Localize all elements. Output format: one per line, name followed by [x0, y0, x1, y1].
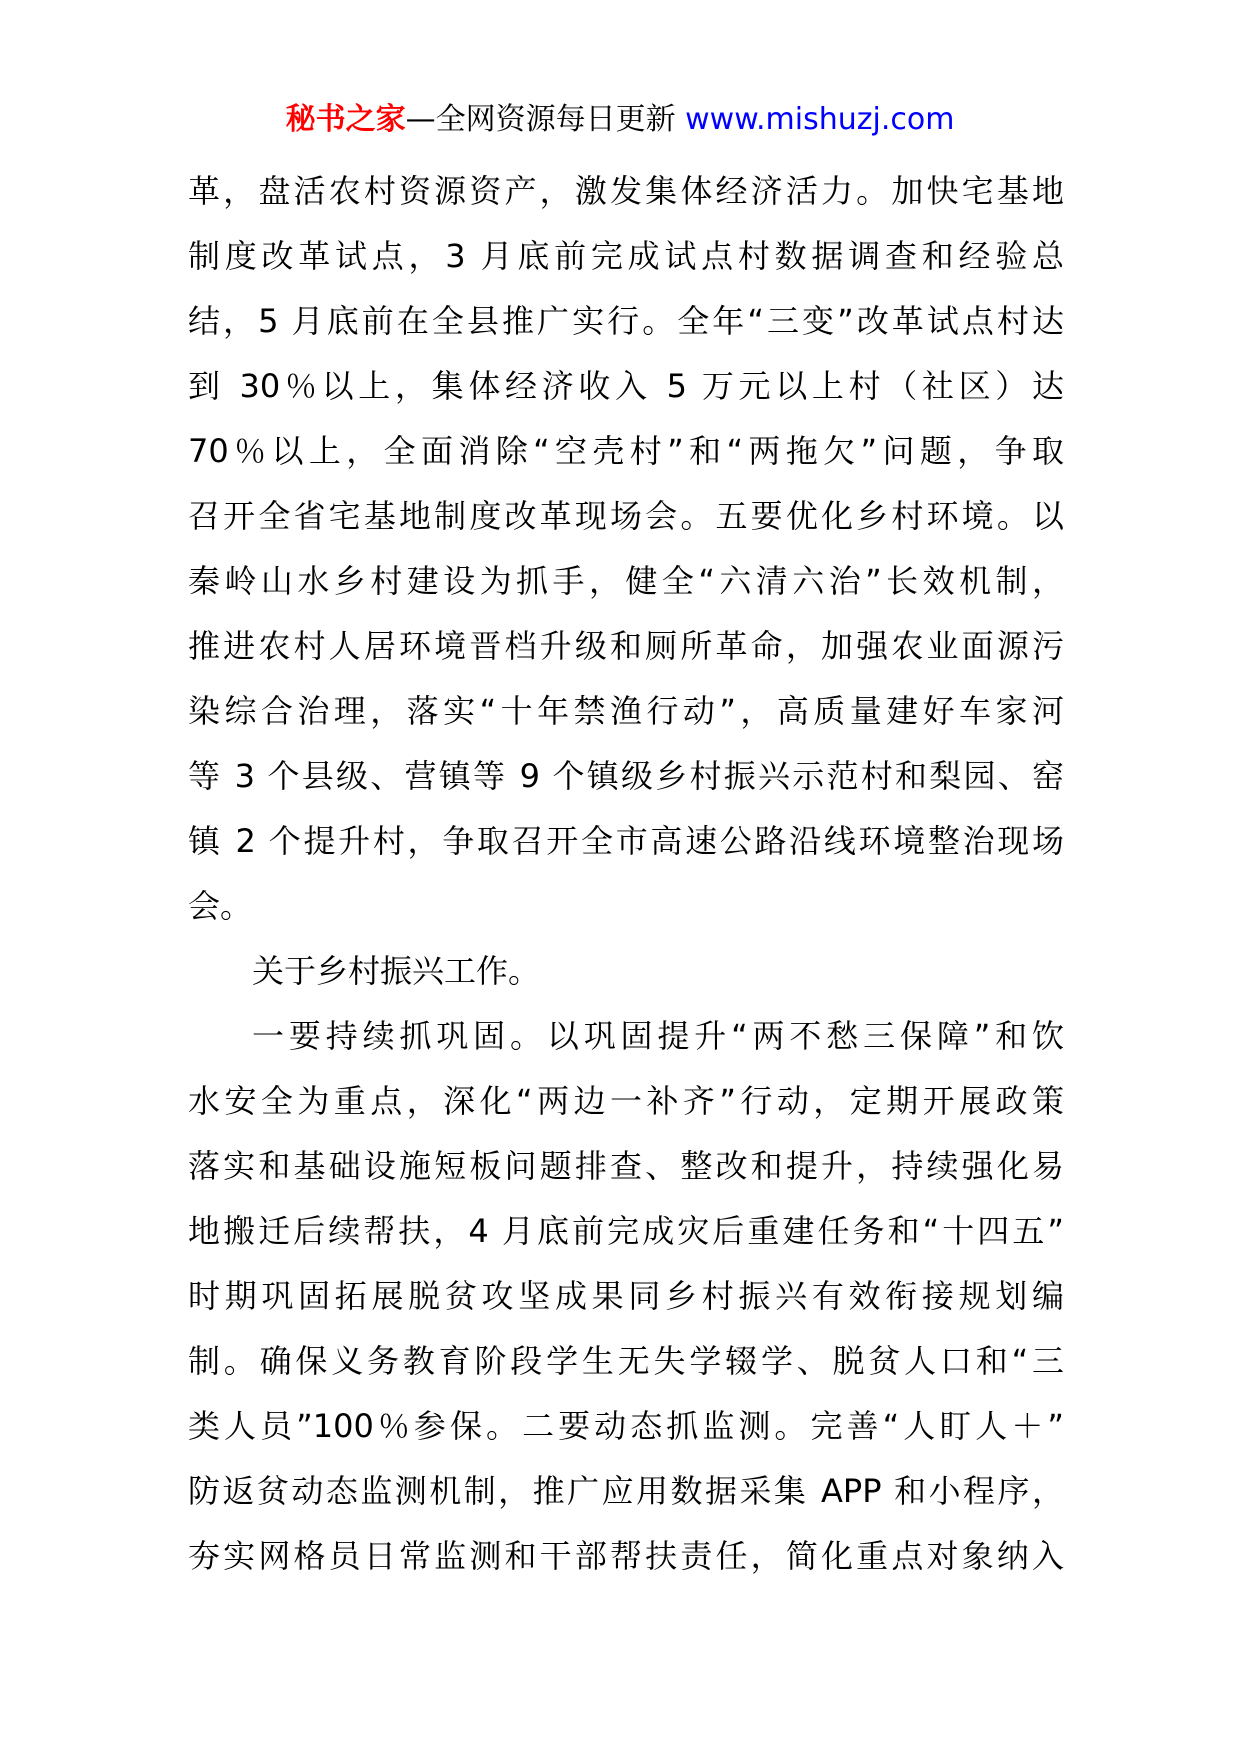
- text-line: 类人员”100％参保。二要动态抓监测。完善“人盯人＋”: [188, 1407, 1064, 1445]
- text-line: 结，5 月底前在全县推广实行。全年“三变”改革试点村达: [188, 302, 1064, 340]
- text-line: 镇 2 个提升村，争取召开全市高速公路沿线环境整治现场: [188, 822, 1064, 860]
- text-line: 革，盘活农村资源资产，激发集体经济活力。加快宅基地: [188, 172, 1064, 210]
- text-line: 落实和基础设施短板问题排查、整改和提升，持续强化易: [188, 1147, 1064, 1185]
- page-header: [0, 100, 1240, 140]
- text-line: 到 30％以上，集体经济收入 5 万元以上村（社区）达: [188, 367, 1064, 405]
- text-line: 70％以上，全面消除“空壳村”和“两拖欠”问题，争取: [188, 432, 1064, 470]
- text-line: 一要持续抓巩固。以巩固提升“两不愁三保障”和饮: [252, 1017, 1064, 1055]
- site-tagline: —全网资源每日更新: [405, 102, 676, 137]
- text-line: 秦岭山水乡村建设为抓手，健全“六清六治”长效机制，: [188, 562, 1064, 600]
- document-body: [188, 159, 1064, 1589]
- site-url-link[interactable]: www.mishuzj.com: [685, 102, 955, 137]
- text-line: 时期巩固拓展脱贫攻坚成果同乡村振兴有效衔接规划编: [188, 1277, 1064, 1315]
- text-line: 制。确保义务教育阶段学生无失学辍学、脱贫人口和“三: [188, 1342, 1064, 1380]
- site-brand: 秘书之家: [285, 102, 406, 137]
- text-line: 会。: [188, 887, 253, 925]
- section-heading: 关于乡村振兴工作。: [252, 952, 541, 990]
- text-line: 等 3 个县级、营镇等 9 个镇级乡村振兴示范村和梨园、窑: [188, 757, 1064, 795]
- text-line: 防返贫动态监测机制，推广应用数据采集 APP 和小程序，: [188, 1472, 1064, 1510]
- text-line: 地搬迁后续帮扶，4 月底前完成灾后重建任务和“十四五”: [188, 1212, 1064, 1250]
- text-line: 夯实网格员日常监测和干部帮扶责任，简化重点对象纳入: [188, 1537, 1064, 1575]
- text-line: 召开全省宅基地制度改革现场会。五要优化乡村环境。以: [188, 497, 1064, 535]
- text-line: 制度改革试点，3 月底前完成试点村数据调查和经验总: [188, 237, 1064, 275]
- text-line: 水安全为重点，深化“两边一补齐”行动，定期开展政策: [188, 1082, 1064, 1120]
- text-line: 染综合治理，落实“十年禁渔行动”，高质量建好车家河: [188, 692, 1064, 730]
- text-line: 推进农村人居环境晋档升级和厕所革命，加强农业面源污: [188, 627, 1064, 665]
